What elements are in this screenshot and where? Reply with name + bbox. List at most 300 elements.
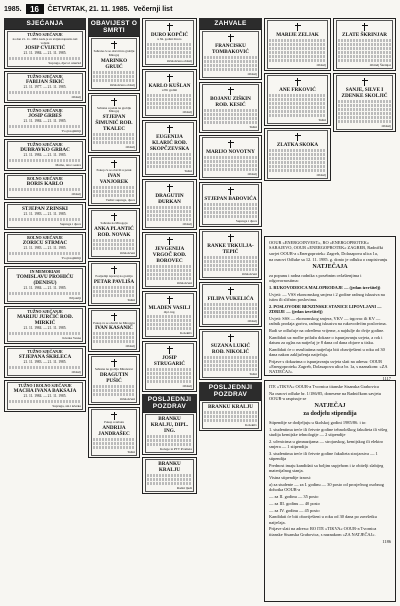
notice-signature: Tužni: [127, 449, 135, 454]
notice-text: na dan 21. 11. 1984. kada je za uvijek napustio naš voljeni: [12, 36, 78, 45]
notice-name: FABIJAN ŠIKIĆ: [25, 79, 65, 86]
text-lines: [9, 188, 81, 191]
notice-signature: Kolege iz PTT Prometa: [159, 447, 192, 452]
header-issue: ČETVRTAK, 21. 11. 1985.: [47, 5, 130, 13]
notice-name: DRAGUTIN PUŠIĆ: [99, 372, 129, 385]
text-lines: [147, 102, 192, 105]
ad-paragraph: NATJEČAJA: [312, 264, 348, 271]
notice-box: [4, 380, 86, 412]
notice-box: [333, 18, 396, 71]
notice-box: [199, 182, 262, 227]
notice-frame: [7, 31, 83, 67]
text-lines: [147, 277, 192, 280]
text-lines: [204, 415, 257, 418]
notice-name: BRANKU KRALJU: [158, 461, 181, 474]
text-lines: [93, 137, 135, 140]
text-lines: [269, 106, 326, 109]
notice-subtitle: u 80. godini: [161, 87, 178, 92]
notice-label: TUŽNO SJEĆANJE: [27, 32, 63, 37]
notice-name: TOMISLAVU PROHIĆU (DENISU): [16, 274, 74, 287]
section-heading-posljednji-pozdrav: POSLJEDNJI POZDRAV: [142, 394, 197, 412]
notice-box: [264, 18, 331, 71]
text-lines: [9, 252, 81, 255]
text-lines: [204, 311, 257, 314]
text-lines: [147, 482, 192, 485]
notice-frame: [91, 157, 137, 204]
ad-paragraph: Uvjeti: — VSS ekonomskog smjera i 2 godine radnog iskustva na istim ili sličnim poslovima.: [269, 291, 385, 302]
text-lines: [147, 435, 192, 438]
notice-frame: [7, 268, 83, 302]
text-lines: [204, 121, 257, 124]
notice-box: [142, 69, 197, 118]
notice-frame: [336, 75, 393, 130]
notice-signature: Ožalošćeni: [176, 280, 192, 285]
notice-subtitle: dipl. ing.: [163, 309, 176, 314]
notice-frame: [91, 263, 137, 304]
notice-signature: Supruga, sin i kćerka: [52, 403, 81, 408]
notice-box: [4, 105, 86, 137]
notice-name: DRAGUTIN ĐURKAN: [155, 192, 184, 205]
text-lines: [147, 106, 192, 109]
cross-icon: [167, 74, 173, 82]
notice-signature: Obitelj: [316, 63, 326, 67]
ad-paragraph: 2. POSLOVOĐE BENZINSKE STANICE LIPOVLJANI — ZDRIJE — (jedan izvršitelj): [269, 303, 382, 314]
column-sjecanja: [4, 18, 86, 604]
text-lines: [147, 368, 192, 371]
notice-signature: Ožalošćena obitelj: [166, 58, 192, 63]
notice-name: MARIJO NOVOTNY: [206, 149, 255, 155]
notice-text: Pokop će se obaviti u petak: [96, 168, 132, 173]
notice-label: IN MEMORIAM: [30, 268, 60, 274]
text-lines: [204, 207, 257, 210]
notice-name: STJEPAN ZRINSKI: [22, 206, 68, 213]
text-lines: [147, 478, 192, 481]
notice-signature: Obitelj: [182, 221, 192, 226]
column-obavijest: [88, 18, 140, 604]
text-lines: [338, 39, 391, 42]
notice-text: Sahrana u petak na groblju Mirogoj: [96, 105, 132, 114]
notice-box: [4, 346, 86, 378]
section-heading-obavijest: OBAVIJEST O SMRTI: [88, 18, 140, 36]
cross-icon: [228, 87, 234, 95]
text-lines: [204, 60, 257, 63]
text-lines: [147, 153, 192, 156]
notice-name: MARIJE ZELJAK: [276, 32, 319, 38]
notice-label: TUŽNO I BOLNO SJEĆANJE: [18, 382, 72, 388]
notice-box: [88, 407, 140, 458]
notice-frame: [91, 356, 137, 403]
text-lines: [269, 51, 326, 54]
text-lines: [93, 332, 135, 335]
notice-name: BORIS KARLO: [26, 181, 64, 188]
notice-text: Posljednji ispraćaj na groblju: [95, 273, 133, 278]
text-lines: [269, 161, 326, 164]
ad-paragraph: 1. studentima treće ili četvrte godine tehnološkog fakulteta ili višeg studija kemijske tehnologije — 2 stipendije: [269, 426, 388, 437]
text-lines: [147, 47, 192, 50]
ad-paragraph: Prednost imaju kandidati sa boljim uspjehom i iz obitelji slabijeg materijalnog stanja.: [269, 462, 384, 474]
notice-label: TUŽNO SJEĆANJE: [27, 73, 63, 79]
notice-frame: [267, 130, 328, 179]
ad-paragraph: Radi se odlučuje na određeno vrijeme, a najdulje do dvije godine.: [269, 327, 385, 333]
text-lines: [93, 243, 135, 246]
text-lines: [204, 109, 257, 112]
text-lines: [204, 356, 257, 359]
cross-icon: [295, 133, 301, 141]
ad-paragraph: Prijave slati na adresu: RO ITE »TIKVA« OOUR-a Tvornica titanske Sisanska Grabovica, s naznakom »ZA NATJEČAJ«.: [269, 526, 377, 537]
text-lines: [204, 211, 257, 214]
notice-dates: 21. 11. 1984. — 21. 11. 1985.: [23, 119, 67, 124]
notice-frame: [91, 95, 137, 152]
text-lines: [93, 247, 135, 250]
text-lines: [147, 218, 192, 221]
notice-name: SUZANA LUKIĆ ROĐ. NIKOLIĆ: [210, 343, 251, 355]
ad-paragraph: Kandidati će biti obaviješteni u roku od 30 dana po završetku natječaja.: [269, 514, 377, 525]
text-lines: [204, 117, 257, 120]
notice-box: [4, 266, 86, 304]
column-notices-3: [142, 18, 197, 604]
notice-box: [199, 29, 262, 80]
text-lines: [269, 149, 326, 152]
text-lines: [147, 210, 192, 213]
cross-icon: [167, 346, 173, 354]
ad-paragraph: Na osnovi odluke br. 1/186/85, donesene na Radničkom savjetu OOUR-a raspisuje se: [269, 390, 381, 402]
notice-label: TUŽNO SJEĆANJE: [27, 308, 63, 314]
text-lines: [204, 360, 257, 363]
notice-frame: [145, 234, 194, 287]
text-lines: [147, 319, 192, 322]
notice-box: [142, 457, 197, 494]
cross-icon: [228, 34, 234, 42]
cross-icon: [295, 23, 301, 31]
notice-box: [142, 341, 197, 392]
notice-frame: [7, 175, 83, 199]
text-lines: [147, 165, 192, 168]
ad-paragraph: — za II. godinu — 35 posto: [269, 493, 319, 499]
page-header: [4, 3, 396, 15]
text-lines: [269, 102, 326, 105]
text-lines: [9, 366, 81, 369]
text-lines: [93, 133, 135, 136]
text-lines: [9, 159, 81, 162]
column-notices-6: [333, 18, 396, 232]
text-lines: [147, 161, 192, 164]
notice-frame: [145, 181, 194, 228]
notice-subtitle: u 84. godini života: [157, 37, 182, 41]
notice-name: STJEPANA ŠKRLECA: [18, 354, 72, 361]
notice-box: [4, 139, 86, 171]
text-lines: [338, 108, 391, 111]
text-lines: [93, 286, 135, 289]
notice-signature: Radni ljudi: [176, 486, 192, 491]
text-lines: [204, 203, 257, 206]
text-lines: [93, 71, 135, 74]
notice-name: MLADEN VASILJ: [148, 304, 191, 311]
text-lines: [147, 380, 192, 383]
notice-box: [88, 208, 140, 259]
notice-signature: Obitelj: [381, 124, 391, 128]
notice-signature: Tužni: [127, 297, 135, 302]
notice-name: KARLO KUŠLAN: [148, 82, 191, 89]
notice-frame: [202, 231, 259, 278]
text-lines: [93, 393, 135, 396]
ad-paragraph: Prijave s dokazima o ispunjavanju uvjeta slati na adresu: OOUR »Energoprotek« Zagreb, Dolasapova ulica br. 1a, s naznakom: »ZA NATJEČAJ«.: [269, 358, 388, 375]
notice-frame: [145, 459, 194, 492]
notice-box: [142, 232, 197, 289]
text-lines: [147, 214, 192, 217]
notice-frame: [7, 204, 83, 227]
notice-frame: [7, 73, 83, 101]
text-lines: [147, 376, 192, 379]
notice-frame: [202, 84, 259, 131]
text-lines: [338, 120, 391, 123]
cross-icon: [111, 41, 117, 49]
notice-name: STJEPAN BAĐOVIĆA: [204, 196, 257, 202]
notice-name: ZORICU STRMAC: [22, 240, 68, 247]
ad-paragraph: za dodjelu stipendija: [303, 411, 357, 418]
text-lines: [204, 315, 257, 318]
notice-signature: Obitelj: [182, 109, 192, 114]
notice-frame: [7, 382, 83, 410]
text-lines: [204, 364, 257, 367]
notice-signature: Kćerka Vesna: [62, 335, 81, 340]
notice-signature: Tvoji najmiliji: [61, 255, 81, 260]
text-lines: [269, 39, 326, 42]
notice-signature: Ožalošćeni: [119, 250, 135, 255]
cross-icon: [167, 23, 173, 31]
text-lines: [204, 419, 257, 422]
cross-icon: [111, 160, 117, 168]
notice-signature: Obitelj: [182, 384, 192, 389]
text-lines: [147, 439, 192, 442]
text-lines: [338, 100, 391, 103]
text-lines: [147, 55, 192, 58]
cross-icon: [167, 296, 173, 304]
section-heading-posljednji-pozdrav-2: POSLJEDNJI POZDRAV: [199, 382, 262, 400]
notice-frame: [202, 331, 259, 378]
text-lines: [269, 94, 326, 97]
text-lines: [204, 164, 257, 167]
notice-signature: Obitelj: [71, 369, 81, 374]
text-lines: [93, 389, 135, 392]
notice-signature: Tužni: [249, 125, 257, 129]
text-lines: [9, 292, 81, 295]
text-lines: [338, 51, 391, 54]
text-lines: [147, 265, 192, 268]
text-lines: [147, 94, 192, 97]
notice-frame: [7, 348, 83, 376]
notice-box: [142, 120, 197, 177]
text-lines: [93, 141, 135, 144]
job-ad-energoprotek: [264, 236, 396, 382]
notice-name: BRANKU KRALJU: [207, 404, 254, 410]
text-lines: [93, 190, 135, 193]
notice-dates: 21. 11. 1977. — 21. 11. 1985.: [23, 85, 67, 90]
ad-paragraph: Stipendije se dodjeljuju u školskoj godini 1985/86. i to:: [269, 419, 367, 425]
notice-name: MACHA IVANA BAKSAJA: [13, 388, 77, 395]
cross-icon: [167, 184, 173, 192]
text-lines: [93, 438, 135, 441]
text-lines: [204, 260, 257, 263]
notice-box: [333, 73, 396, 132]
notice-name: ZLATE ŠKRINJAR: [341, 32, 387, 38]
text-lines: [338, 43, 391, 46]
text-lines: [204, 156, 257, 159]
ad-paragraph: Visina stipendije iznosi:: [269, 475, 312, 481]
notice-name: EUGENIJA KLARIĆ ROĐ. SKOPČZEVSKA: [149, 133, 190, 152]
text-lines: [204, 56, 257, 59]
text-lines: [269, 110, 326, 113]
notice-frame: [336, 20, 393, 69]
notice-text: Sahrana na Mirogoju: [100, 220, 128, 225]
notice-box: [88, 354, 140, 405]
ad-paragraph: Kandidati će o rezultatima natječaja biti obaviješteni u roku od 30 dana nakon zaključenja natječaja.: [269, 346, 385, 358]
cross-icon: [228, 334, 234, 342]
text-lines: [93, 446, 135, 449]
ad-paragraph: 1. RUKOVODIOCA MALOPRODAJE — (jedan izvršitelj): [269, 284, 381, 290]
notice-box: [142, 412, 197, 455]
text-lines: [338, 55, 391, 58]
text-lines: [269, 169, 326, 172]
text-lines: [204, 168, 257, 171]
notice-signature: Kolektiv: [180, 331, 192, 336]
notice-frame: [202, 31, 259, 78]
notice-text: Sahrana će se obaviti na groblju Mirogoj: [93, 49, 135, 57]
page-number-badge: 16: [26, 4, 44, 14]
text-lines: [9, 125, 81, 128]
cross-icon: [111, 313, 117, 321]
text-lines: [93, 336, 135, 339]
notice-name: DUBRAVKO GRBAC: [20, 147, 70, 154]
text-lines: [93, 239, 135, 242]
notice-signature: Mama, tata i sestra: [55, 162, 81, 167]
text-lines: [204, 268, 257, 271]
notice-signature: Obitelj: [125, 344, 135, 349]
notice-signature: Supruga i djeca: [235, 219, 257, 223]
notice-frame: [91, 38, 137, 89]
notice-box: [142, 179, 197, 230]
notice-signature: Obitelj: [125, 145, 135, 150]
notice-name: IVAN KASANIĆ: [95, 325, 133, 332]
notice-box: [88, 93, 140, 154]
ad-paragraph: na osnovi Odluke sa 12. 11. 1985. g. donio je odluku o raspisivanju: [269, 257, 388, 263]
cross-icon: [167, 237, 173, 245]
notice-signature: Obitelj: [247, 172, 257, 176]
text-lines: [204, 68, 257, 71]
text-lines: [147, 51, 192, 54]
notice-name: BOJANU ZIŠKIN ROĐ. KESIĆ: [210, 96, 251, 108]
notice-dates: 21. 11. 1983. — 21. 11. 1985.: [23, 246, 67, 251]
notice-name: IVAN VANJOREK: [99, 172, 129, 185]
notice-dates: 21. 11. 1984. — 21. 11. 1985.: [23, 326, 67, 331]
notice-box: [199, 400, 262, 431]
notice-frame: [145, 414, 194, 453]
notice-name: DURO KOPČIĆ: [150, 32, 189, 38]
ad-paragraph: 3. studentima treće ili četvrte godine fakulteta strojarstva — 1 stipendija: [269, 450, 378, 462]
text-lines: [93, 186, 135, 189]
notice-name: MARIJU JURČIĆ ROĐ. MIRKIĆ: [17, 314, 73, 327]
text-lines: [93, 194, 135, 197]
text-lines: [93, 442, 135, 445]
notice-signature: Tvoji najmiliji: [61, 128, 81, 133]
cross-icon: [111, 266, 117, 274]
ad-paragraph: 2. učenicima u gimnazijama — strojarskog, kemijskog ili elektro smjera — 1 stipendija: [269, 438, 384, 450]
text-lines: [204, 113, 257, 116]
notice-signature: Tužni: [184, 168, 192, 173]
notice-signature: Supruga i djeca: [59, 221, 81, 226]
notice-frame: [202, 402, 259, 429]
text-lines: [93, 290, 135, 293]
cross-icon: [111, 213, 117, 221]
notice-frame: [7, 107, 83, 135]
notice-name: FILIPA VUKELIĆA: [207, 296, 254, 302]
ad-paragraph: a) za studente — za I. godinu — 30 posto od prosječnog osobnog dohotka OOUR-a: [269, 481, 384, 493]
notice-signature: Obitelj: [247, 319, 257, 323]
cross-icon: [111, 98, 117, 106]
notice-text: Sahrana na groblju Miroševac: [94, 367, 134, 372]
notice-box: [142, 291, 197, 340]
notice-name: ANDRIJA JANDRAŠEC: [98, 424, 130, 437]
notice-signature: Obitelj: [316, 173, 326, 177]
notice-signature: Prijatelji: [69, 295, 81, 300]
text-lines: [338, 59, 391, 62]
notice-signature: Obitelj: [71, 94, 81, 99]
notice-frame: [145, 71, 194, 116]
notice-frame: [91, 409, 137, 456]
text-lines: [204, 256, 257, 259]
notice-signature: Obitelj: [71, 192, 81, 197]
notice-box: [4, 232, 86, 264]
text-lines: [269, 47, 326, 50]
text-lines: [147, 474, 192, 477]
notice-frame: [145, 20, 194, 65]
ad-paragraph: Kandidati uz molbe prilažu dokaze o ispunjavanju uvjeta, a rok i datum za oglas na natječaj je 8 dana od dana objave u tisku.: [269, 334, 383, 345]
cross-icon: [362, 78, 368, 86]
notice-label: BOLNO SJEĆANJE: [27, 234, 63, 240]
notice-dates: 21. 11. 1984. — 21. 11. 1985.: [23, 153, 67, 158]
text-lines: [269, 153, 326, 156]
notice-name: STJEPAN ŠIMUNIĆ ROĐ. TKALEC: [95, 114, 133, 133]
notice-box: [88, 308, 140, 353]
notice-box: [4, 202, 86, 229]
notice-frame: [91, 310, 137, 351]
notice-dates: 21. 11. 1984. — 21. 11. 1985.: [23, 394, 67, 399]
text-lines: [93, 79, 135, 82]
text-lines: [147, 323, 192, 326]
cross-icon: [228, 234, 234, 242]
text-lines: [147, 269, 192, 272]
text-lines: [338, 116, 391, 119]
text-lines: [147, 157, 192, 160]
notice-box: [88, 261, 140, 306]
text-lines: [269, 114, 326, 117]
notice-box: [4, 306, 86, 344]
text-lines: [269, 165, 326, 168]
text-lines: [147, 443, 192, 446]
notice-dates: 21. 11. 1984. — 21. 11. 1985.: [23, 286, 67, 291]
notice-dates: 21. 11. 1983. — 21. 11. 1985.: [23, 360, 67, 365]
text-lines: [204, 307, 257, 310]
notice-box: [142, 18, 197, 67]
cross-icon: [167, 125, 173, 133]
notice-name: JOSIP CVIJETIĆ: [24, 45, 66, 52]
text-lines: [147, 98, 192, 101]
notice-signature: Ožalošćeni: [119, 397, 135, 402]
notice-signature: Kolektiv: [245, 423, 257, 427]
text-lines: [204, 264, 257, 267]
text-lines: [204, 64, 257, 67]
notice-frame: [202, 184, 259, 225]
text-lines: [147, 206, 192, 209]
